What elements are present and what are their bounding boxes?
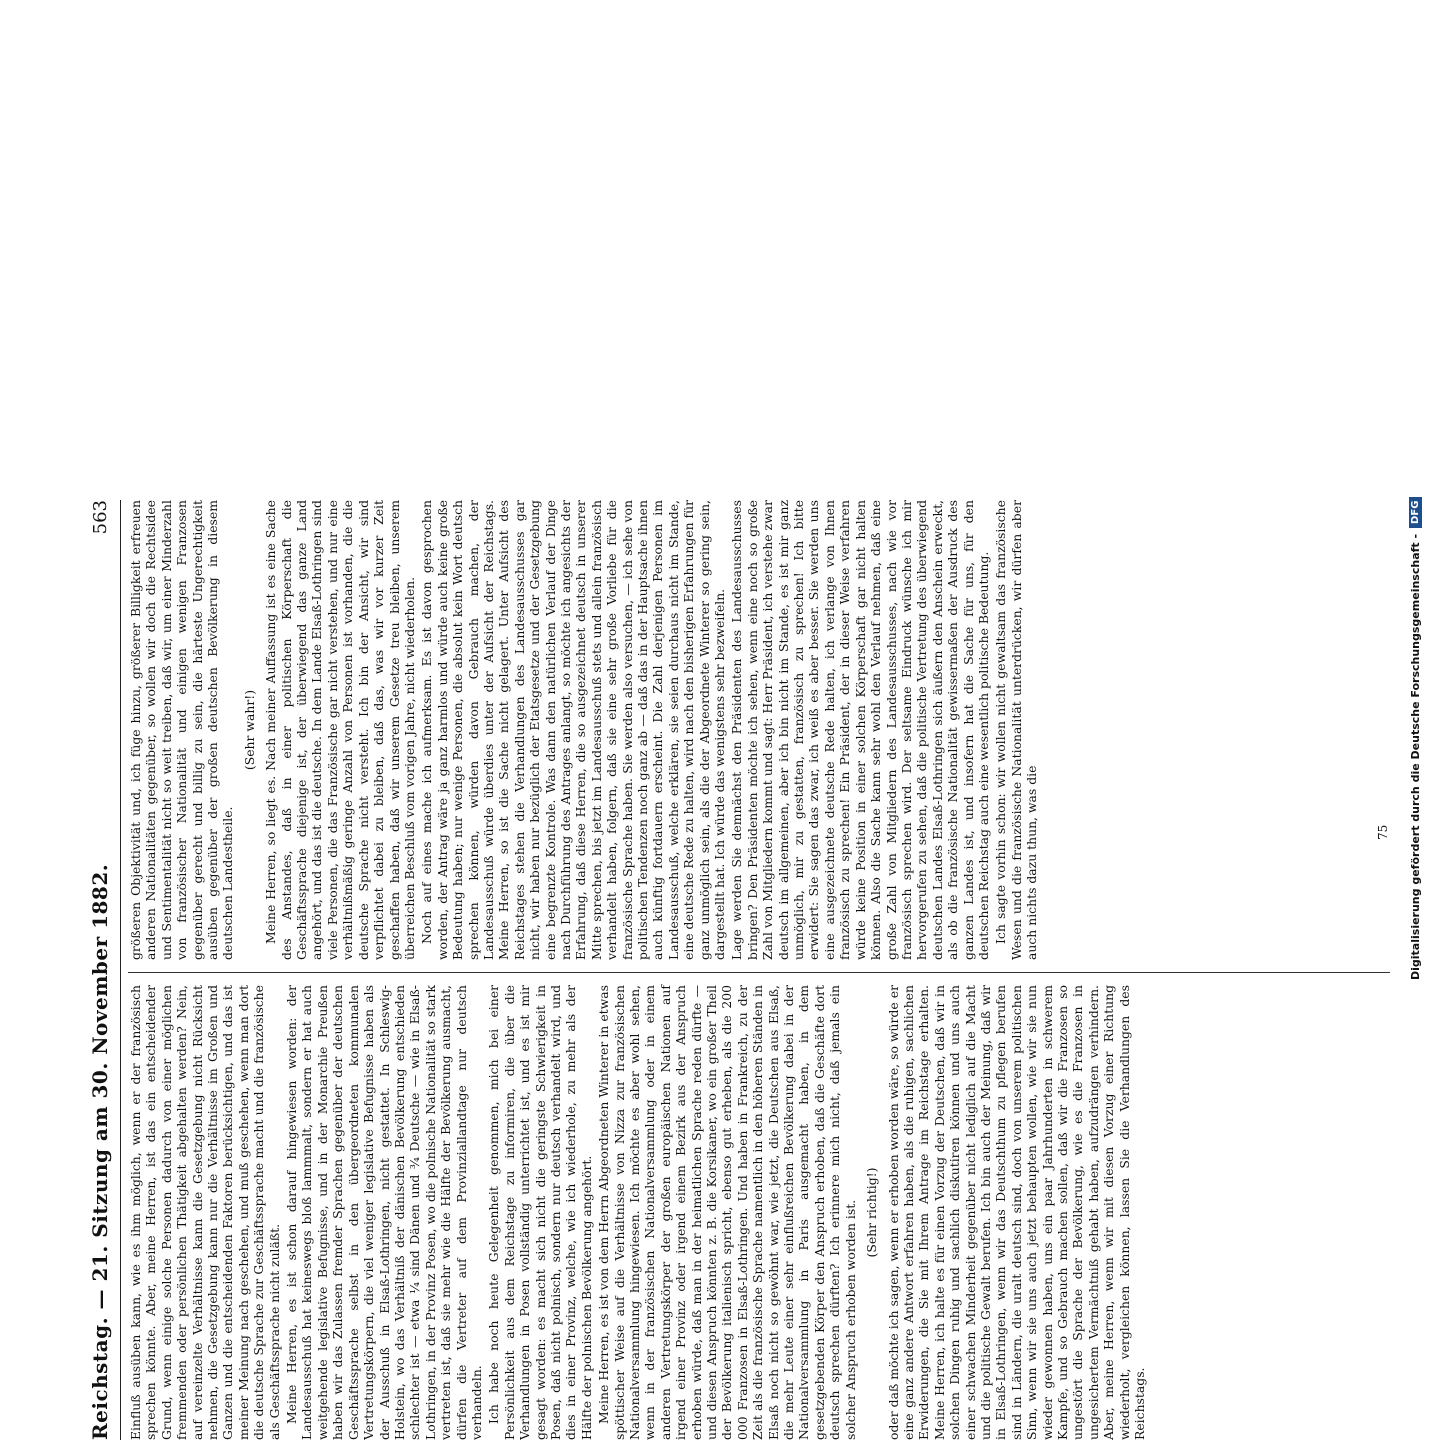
paragraph: Meine Herren, so liegt es. Nach meiner Auffassung ist es eine Sache des Anstandes, daß in einer politischen Körperschaft die Geschäftssprache diejenige ist, der überwiegend das ganze Land angehört, und das ist die deutsche. In dem Lande Elsaß-Lothringen sind viele Personen, die das Französische gar nicht verstehen, und nur eine verhältnißmäßig geringe Anzahl von Personen ist vorhanden, die die deutsche Sprache nicht versteht. Ich bin der Ansicht, wir sind verpflichtet dabei zu bleiben, daß das, was wir vor kurzer Zeit geschaffen haben, daß wir unserem Gesetze treu bleiben, unserem überreichen Beschluß vom vorigen Jahre, nicht wiederholen. <box>263 500 417 960</box>
column-divider <box>128 972 1390 973</box>
paragraph: Einfluß ausüben kann, wie es ihm möglich, wenn er der französisch sprechen könnte. Aber, meine Herren, ist das ein entscheidender Grund, wenn einige solche Personen dadurch von einer möglichen fremmenden oder persönlichen Thätigkeit abgehalten werden? Nein, auf vereinzelte Verhältnisse kann die Gesetzgebung nicht Rücksicht nehmen, die Gesetzgebung kann nur die Verhältnisse im Großen und Ganzen und die entscheidenden Faktoren berücksichtigen, und das ist meiner Meinung nach geschehen, und muß geschehen, wenn man dort die deutsche Sprache zur Geschäftssprache macht und die französische als Geschäftssprache nicht zuläßt. <box>128 985 282 1440</box>
credit-text: Digitalisierung gefördert durch die Deutsche Forschungsgemeinschaft - <box>1408 533 1422 980</box>
paragraph: größeren Objektivität und, ich füge hinzu, größerer Billigkeit erfreuen anderen Nationalitäten gegenüber, so wollen wir doch die Rechtsidee und Sentimentalität nicht so weit treiben, daß wir, um einer Minderzahl von französischer Nationalität und einigen wenigen Franzosen gegenüber gerecht und billig zu sein, die härteste Ungerechtigkeit ausüben gegenüber der großen deutschen Bevölkerung in diesem deutschen Landestheile. <box>128 500 236 960</box>
paragraph: Meine Herren, es ist von dem Herrn Abgeordneten Winterer in etwas spöttischer Weise auf die Verhältnisse von Nizza zur französischen Nationalversammlung hingewiesen. Ich möchte es aber wohl sehen, wenn in der französischen Nationalversammlung oder in einem anderen Vertretungskörper der großen europäischen Nationen auf irgend einer Provinz oder irgend einem Bezirk aus der Anspruch erhoben würde, daß man in der heimatlichen Sprache reden dürfte — und diesen Anspruch könnten z. B. die Korsikaner, wo ein großer Theil der Bevölkerung italienisch spricht, ebenso gut erheben, als die 200 000 Franzosen in Elsaß-Lothringen. Und haben in Frankreich, zu der Zeit als die französische Sprache namentlich in den höheren Ständen in Elsaß noch nicht so gewöhnt war, wie jetzt, die Deutschen aus Elsaß, die mehr Leute einer sehr einflußreichen Bevölkerung dabei in der Nationalversammlung in Paris ausgemacht haben, in dem gesetzgebenden Körper den Anspruch erhoben, daß die Geschäfte dort deutsch sprechen dürften? Ich erinnere mich nicht, daß jemals ein solcher Anspruch erhoben worden ist. <box>596 985 858 1440</box>
paragraph: oder daß möchte ich sagen, wenn er erhoben worden wäre, so würde er eine ganz andere Antwort erfahren haben, als die ruhigen, sachlichen Erwiderungen, die Sie mit Ihrem Antrage im Reichstage erhalten. Meine Herren, ich halte es für einen Vorzug der Deutschen, daß wir in solchen Dingen ruhig und sachlich diskutiren können und uns auch einer schwachen Minderheit gegenüber nicht lediglich auf die Macht und die politische Gewalt berufen. Ich bin auch der Meinung, daß wir in Elsaß-Lothringen, wenn wir das Deutschthum zu pflegen berufen sind in Ländern, die uralt deutsch sind, doch von unserem politischen Sinn, wenn wir sie uns auch jetzt behaupten wollen, wie wir sie nun wieder gewonnen haben, uns ein paar Jahrhunderten in schwerem Kampfe, und so Gebrauch machen sollen, daß wir die Franzosen so ungestört die Sprache der Bevölkerung, wie es die Franzosen in ungesichertem Vermächtniß gehabt haben, aufzudrängen verhindern. Aber, meine Herren, wenn wir mit diesen Vorzug einer Richtung wiederholt, vergleichen können, lassen Sie die Verhandlungen des Reichstags. <box>885 985 1147 1440</box>
page-number: 563 <box>89 500 111 535</box>
page-header <box>80 500 121 1440</box>
signature-mark: 75 <box>1376 824 1390 840</box>
paragraph: Noch auf eines mache ich aufmerksam. Es ist davon gesprochen worden, der Antrag wäre ja ganz harmlos und würde auch keine große Bedeutung haben; nur wenige Personen, die absolut kein Wort deutsch sprechen können, würden davon Gebrauch machen, der Landesausschuß würde überdies unter der Aufsicht der Reichstags. Meine Herren, so ist die Sache nicht gelagert. Unter Aufsicht des Reichstages stehen die Verhandlungen des Landesausschusses gar nicht, wir haben nur bezüglich der Etatsgesetze und der Gesetzgebung eine begrenzte Kontrole. Was dann den natürlichen Verlauf der Dinge nach Durchführung des Antrages anlangt, so möchte ich angesichts der Erfahrung, daß diese Herren, die so ausgezeichnet deutsch in unserer Mitte sprechen, bis jetzt im Landesausschuß stets und allein französisch verhandelt haben, folgern, daß sie eine sehr große Vorliebe für die französische Sprache haben. Sie werden also versuchen, — ich sehe von politischen Tendenzen noch ganz ab — daß das in der Hauptsache ihnen auch künftig fortdauern erscheint. Die Zahl derjenigen Personen im Landesausschuß, welche erklären, sie seien durchaus nicht im Stande, eine deutsche Rede zu halten, wird nach den bisherigen Erfahrungen für ganz unmöglich sein, als die der Abgeordnete Winterer so gering sein, dargestellt hat. Ich würde das wenigstens sehr bezweifeln. <box>419 499 728 960</box>
paragraph: Ich habe noch heute Gelegenheit genommen, mich bei einer Persönlichkeit aus dem Reichstage zu informiren, die über die Verhandlungen in Posen vollständig unterrichtet ist, und es ist mir gesagt worden: es macht sich nicht die geringste Schwierigkeit in Posen, daß nicht polnisch, sondern nur deutsch verhandelt wird, und dies in einer Provinz, welche, wie ich wiederhole, zu mehr als der Hälfte der polnischen Bevölkerung angehört. <box>486 985 594 1440</box>
paragraph: Lage werden Sie demnächst den Präsidenten des Landesausschusses bringen? Den Präsidenten möchte ich sehen, wenn eine noch so große Zahl von Mitgliedern kommt und sagt: Herr Präsident, ich verstehe zwar deutsch im allgemeinen, aber ich bin nicht im Stande, es ist mir ganz unmöglich, mir zu gestatten, französisch zu sprechen! Ich bitte erwidert: Sie sagen das zwar, ich weiß es aber besser. Sie werden uns eine ausgezeichnete deutsche Rede halten, ich verlange von Ihnen französisch zu sprechen! Ein Präsident, der in dieser Weise verfahren würde keine Position in einer solchen Körperschaft gar nicht halten können. Also die Sache kann sehr wohl den Verlauf nehmen, daß eine große Zahl von Mitgliedern des Landesausschusses, nach wie vor französisch sprechen wird. Der seltsame Eindruck wünsche ich mir hervorgerufen zu sehen, daß die politische Vertretung des überwiegend deutschen Landes Elsaß-Lothringen sich äußern den Anschein erweckt, als ob die französische Nationalität gewissermaßen der Ausdruck des ganzen Landes ist, und insofern hat die Sache für uns, für den deutschen Reichstag auch eine wesentlich politische Bedeutung. <box>729 500 991 960</box>
interjection: (Sehr richtig!) <box>864 1167 880 1258</box>
rotated-printed-page <box>80 500 1395 1440</box>
interjection: (Sehr wahr!) <box>241 689 257 771</box>
page-title: Reichstag. — 21. Sitzung am 30. November 1882. <box>88 863 112 1440</box>
paragraph: Ich sagte vorhin schon: wir wollen nicht gewaltsam das französische Wesen und die französische Nationalität unterdrücken, wir dürfen aber auch nichts dazu thun, was die <box>993 500 1040 960</box>
dfg-logo: DFG <box>1409 497 1422 528</box>
digitization-credit <box>1405 20 1425 980</box>
right-column <box>128 500 1390 960</box>
paragraph: Meine Herren, es ist schon darauf hingewiesen worden: der Landesausschuß hat keineswegs bloß lammmalt, sondern er hat auch weitgehende legislative Befugnisse, und in der Monarchie Preußen haben wir das Zulassen fremder Sprachen gegenüber der deutschen Geschäftssprache selbst in den übergeordneten kommunalen Vertretungskörpern, die viel weniger legislative Befugnisse haben als der Ausschuß in Elsaß-Lothringen, nicht gestattet. In Schleswig-Holstein, wo das Verhältniß der dänischen Bevölkerung entschieden schlechter ist — etwa ¼ sind Dänen und ¾ Deutsche — wie in Elsaß-Lothringen, in der Provinz Posen, wo die polnische Nationalität so stark vertreten ist, daß sie mehr wie die Hälfte der Bevölkerung ausmacht, dürfen die Vertreter auf dem Provinziallandtage nur deutsch verhandeln. <box>284 985 484 1440</box>
left-column <box>128 985 1390 1440</box>
